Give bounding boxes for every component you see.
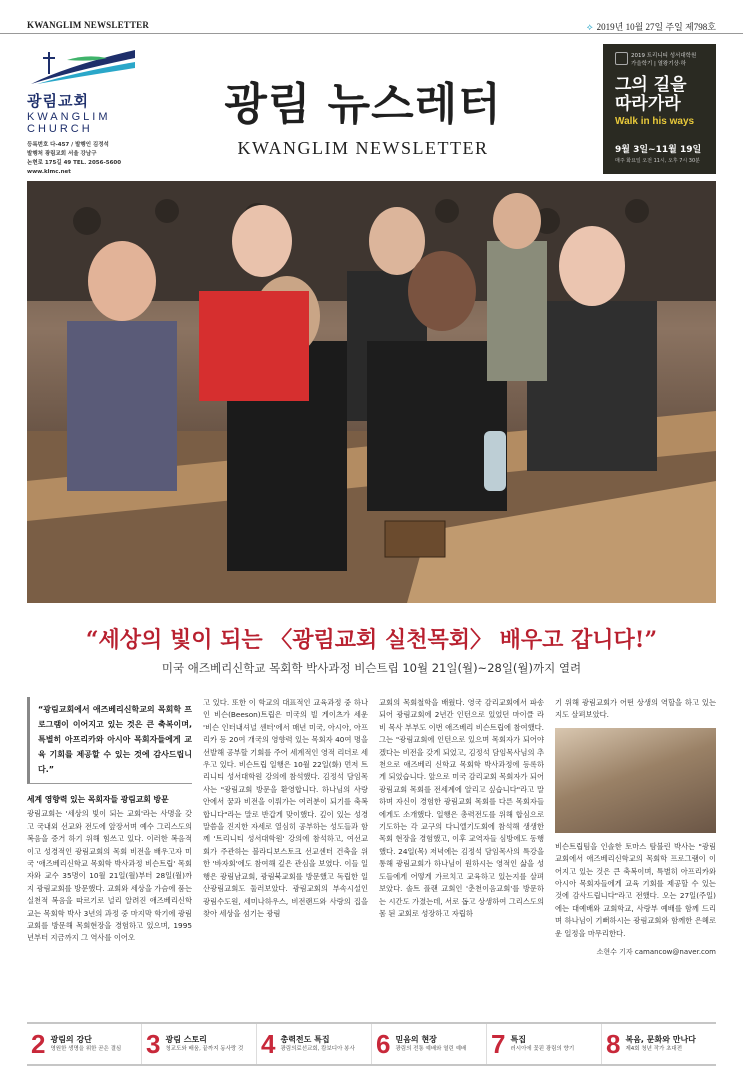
- page-number: 8: [606, 1029, 621, 1059]
- page-number: 4: [261, 1029, 276, 1059]
- ad-top-line: 2019 트리니티 성서대학원: [631, 53, 697, 59]
- church-logo[interactable]: [27, 44, 147, 177]
- inset-photo: [555, 728, 716, 833]
- ad-date: 9월 3일~11월 19일: [615, 145, 702, 155]
- page-number: 2: [31, 1029, 46, 1059]
- article-headline: “세상의 빛이 되는 〈광림교회 실천목회〉 배우고 갑니다!”: [85, 627, 658, 653]
- article-paragraph: 고 있다. 또한 이 학교의 대표적인 교육과정 중 하나인 비슨(Beeson)트립은 미국의 빌 게이츠가 세운 '비슨 인터내셔널 센터'에서 매년 미국, 아시아, 아프리카 등 20여 개국의 영향력 있는 목회자 40여 명을 선발해 공부할 기회를 주어 세계적인 영적 리더로 세우고 있다. 비슨트립 일행은 10월 22일(화) 먼저 트리니티 성서대학원 강의에 참석했다. 김정석 담임목사는 "광림교회 방문을 환영합니다. 하나님의 사랑 안에서 꿈과 비전을 이뤄가는 여러분이 되기를 축복합니다"라는 말로 반갑게 맞이했다. 깊이 있는 성경 말씀을 진지한 자세로 열심히 공부하는 성도들과 함께 '트리니티 성서대학원' 강의에 참석하고, 여선교회가 주관하는 블라디보스토크 선교센터 건축을 위한 '바자회'에도 참여해 깊은 관심을 보였다. 이들 일행은 광림남교회, 광림북교회를 방문했고 독립한 일산광림교회도 둘러보았다. 광림교회의 부속시설인 광림수도원, 세미나하우스, 비전랜드와 사랑의 집을 찾아 세상을 섬기는 광림: [203, 698, 368, 918]
- page-number: 7: [491, 1029, 506, 1059]
- ad-emblem-icon: [615, 52, 628, 65]
- footer-item[interactable]: [602, 1024, 716, 1064]
- issue-text: 2019년 10월 27일 주일 제798호: [596, 22, 716, 32]
- footer-desc: 광림의료선교회, 캄보디아 봉사: [280, 1046, 355, 1052]
- footer-title: 광림의 강단: [50, 1035, 92, 1044]
- footer-item[interactable]: [257, 1024, 372, 1064]
- fish-icon: ⟡: [586, 22, 593, 32]
- footer-desc: 러시아에 꽃핀 광림의 향기: [510, 1046, 575, 1052]
- article-column-3: [379, 697, 544, 920]
- footer-desc: 청교도와 배움, 끝까지 동사랑 것: [165, 1046, 244, 1052]
- section-title: 세계 영향력 있는 목회자들 광림교회 방문: [27, 795, 169, 804]
- article-paragraph: 비슨트립팀을 인솔한 토마스 탐블린 박사는 "광림교회에서 애즈베리신학교의 목회학 프로그램이 이어지고 있는 것은 큰 축복이며, 특별히 아프리카와 아시아 목회자들에게 교육 기회를 제공할 수 있는 것에 감사드립니다"라고 전했다. 오는 27일(주일)에는 대예배와 교회학교, 사랑부 예배를 함께 드리며 하나님이 기뻐하시는 광림교회와 함께한 은혜로운 일정을 마무리한다.: [555, 841, 716, 938]
- article-column-4: [555, 697, 716, 958]
- logo-name-en-1: KWANGLIM: [27, 111, 111, 123]
- main-photo: [27, 181, 716, 603]
- masthead-title: 광림 뉴스레터: [224, 79, 502, 130]
- masthead-subtitle: KWANGLIM NEWSLETTER: [237, 138, 489, 158]
- website-link[interactable]: www.klmc.net: [27, 169, 71, 175]
- footer-desc: 제4회 청년 작가 초대전: [625, 1046, 683, 1052]
- ad-top-line: 가을학기 | 열왕기상·하: [631, 61, 686, 67]
- page-number: 3: [146, 1029, 161, 1059]
- top-brand: KWANGLIM NEWSLETTER: [27, 20, 150, 30]
- article-column-1: [27, 697, 192, 945]
- ad-title: [615, 76, 687, 114]
- footer-title: 총력전도 특집: [280, 1035, 330, 1044]
- contents-footer: [27, 1022, 716, 1066]
- address-line: 발행처 광림교회 서울 강남구: [27, 151, 97, 157]
- article-paragraph: 광림교회는 '세상의 빛이 되는 교회'라는 사명을 갖고 국내외 선교와 전도에 앞장서며 예수 그리스도의 복음을 증거 하기 위해 힘쓰고 있다. 이러한 복음적이고 성경적인 광림교회의 목회 비전을 배우고자 미국 '애즈베리신학교 목회학 박사과정 비슨트립' 목회자와 교수 35명이 10월 21일(월)부터 28일(월)까지 광림교회를 방문했다. 교회와 세상을 가슴에 품는 실천적 복음을 따르기로 널리 알려진 애즈베리신학교는 목회학 박사 3년의 과정 중 마지막 학기에 광림교회를 방문해 목회현장을 경험하고 있으며, 1995년부터 지금까지 그 역사를 이어오: [27, 809, 192, 943]
- logo-name-en-2: CHURCH: [27, 123, 93, 135]
- ad-info: 매주 화요일 오전 11시, 오후 7시 30분: [615, 158, 700, 164]
- issue-info: [587, 20, 716, 33]
- footer-desc: 광림의 전통 예배와 열린 예배: [395, 1046, 467, 1052]
- address-line: 논현로 175길 49 TEL. 2056-5600: [27, 160, 122, 166]
- article-paragraph: 기 위해 광림교회가 어떤 상생의 역할을 하고 있는지도 살펴보았다.: [555, 698, 716, 720]
- church-address: [27, 141, 147, 177]
- footer-title: 광림 스토리: [165, 1035, 207, 1044]
- byline: 소현수 기자 camancow@naver.com: [596, 948, 716, 957]
- address-line: 등록번호 다-457 / 발행인 김정석: [27, 142, 109, 148]
- logo-name-ko: 광림교회: [27, 92, 89, 110]
- article-subhead: 미국 애즈베리신학교 목회학 박사과정 비슨트립 10월 21일(월)~28일(월)까지 열려: [161, 661, 582, 675]
- pull-quote: “광림교회에서 애즈베리신학교의 목회학 프로그램이 이어지고 있는 것은 큰 축복이며, 특별히 아프리카와 아시아 목회자들에게 교육 기회를 제공할 수 있는 것에 감사드립니다.”: [27, 697, 192, 784]
- footer-title: 복음, 문화와 만나다: [625, 1035, 696, 1044]
- top-bar: [0, 0, 743, 34]
- footer-item[interactable]: [487, 1024, 602, 1064]
- footer-title: 특집: [510, 1035, 526, 1044]
- photo-illustration: [27, 181, 716, 603]
- ad-title-en: Walk in his ways: [615, 116, 695, 127]
- article-paragraph: 교회의 목회철학을 배웠다. 영국 감리교회에서 파송되어 광림교회에 2년간 인턴으로 있었던 마이클 라비 목사 부부도 이번 애즈베리 비슨트립에 참여했다. 그는 "광림교회에 인턴으로 있으며 목회자가 되어야겠다는 비전을 갖게 되었고, 김정석 담임목사님의 추천으로 애즈베리 신학교 목회학 박사과정에 등록하게 되었습니다. 앞으로 미국 감리교회 목회자가 되어 광림교회 목회를 전세계에 알리고 싶습니다"라고 말하며 자신이 경험한 광림교회 목회를 다른 목회자들에게도 소개했다. 일행은 총력전도를 위해 합심으로 기도하는 각 교구의 다니엘기도회에 참석해 생생한 목회 현장을 경험했고, 이후 교역자들 심방에도 동행했다. 24일(목) 저녁에는 김정석 담임목사의 특강을 통해 광림교회가 하나님이 원하시는 영적인 삶을 성도들에게 어떻게 가르치고 교육하고 있는지를 살펴보았다. 솔트 플랜 교회인 '춘천이음교회'를 방문하는 시간도 가졌는데, 서로 돕고 상생하여 그리스도의 몸 된 교회로 성장하고 자립하: [379, 698, 544, 918]
- page-number: 6: [376, 1029, 391, 1059]
- ad-title-line: 따라가라: [615, 94, 681, 114]
- ad-title-line: 그의 길을: [615, 75, 687, 95]
- ad-top-text: [631, 52, 696, 68]
- article-column-2: [203, 697, 368, 920]
- footer-desc: 영원한 생명을 위한 곧은 결심: [50, 1046, 122, 1052]
- footer-item[interactable]: [142, 1024, 257, 1064]
- footer-item[interactable]: [27, 1024, 142, 1064]
- footer-item[interactable]: [372, 1024, 487, 1064]
- logo-emblem-icon: [27, 44, 139, 88]
- trinity-ad-box[interactable]: [603, 44, 716, 174]
- footer-title: 믿음의 현장: [395, 1035, 437, 1044]
